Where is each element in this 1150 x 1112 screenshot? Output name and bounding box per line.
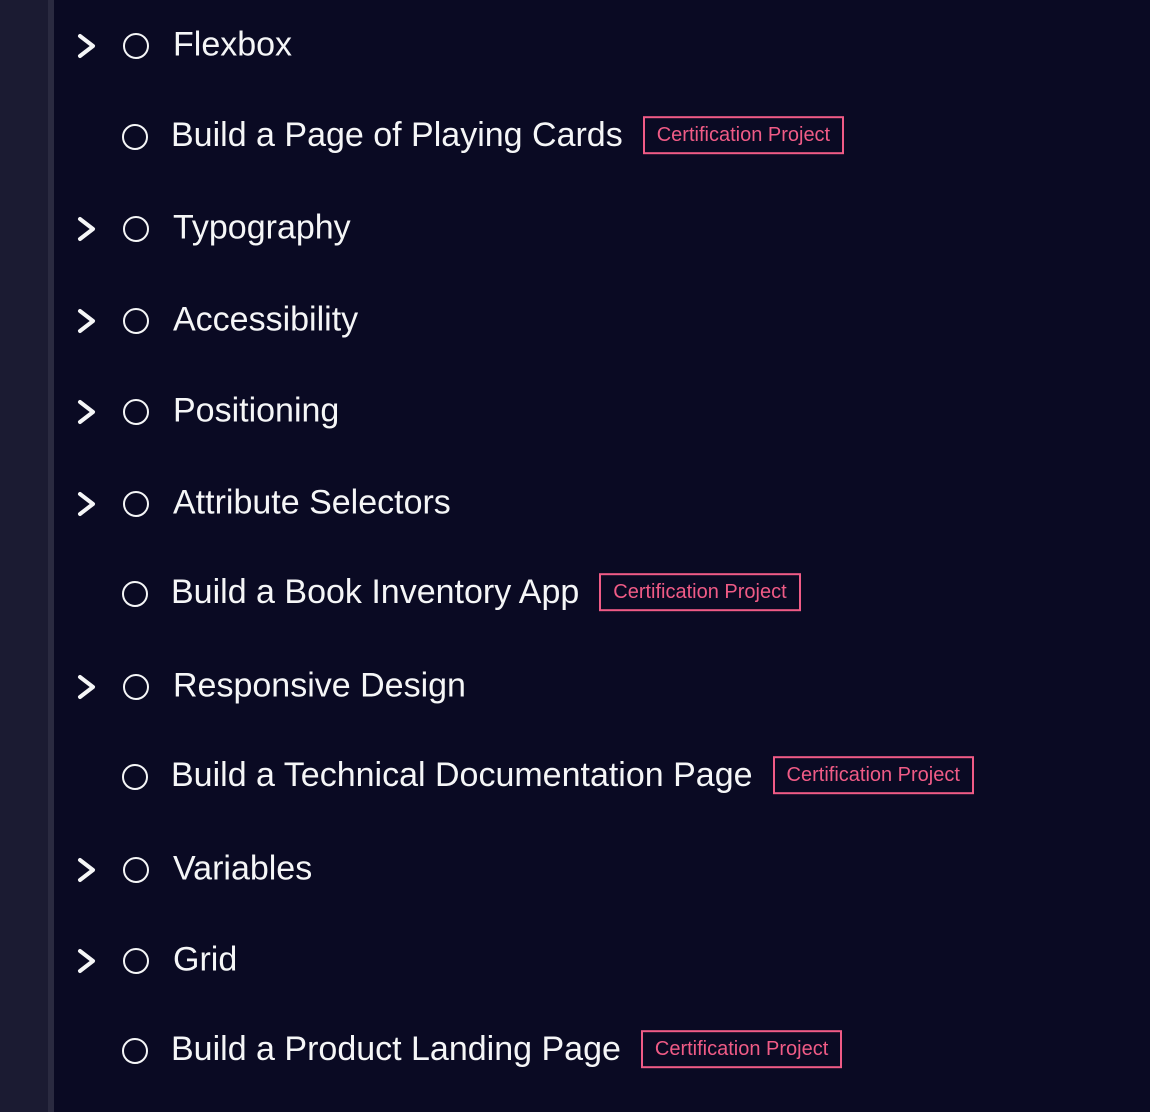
status-circle-icon — [122, 124, 148, 150]
left-gutter — [0, 0, 48, 1112]
chevron-right-icon[interactable] — [76, 33, 98, 59]
project-title[interactable] — [171, 1030, 842, 1070]
status-circle-icon — [123, 491, 149, 517]
status-circle-icon — [123, 216, 149, 242]
status-circle-icon — [123, 948, 149, 974]
module-row-grid[interactable] — [54, 915, 1150, 1007]
module-row-variables[interactable] — [54, 824, 1150, 916]
chevron-right-icon[interactable] — [76, 491, 98, 517]
project-title-text[interactable]: Build a Product Landing Page — [171, 1029, 621, 1068]
module-title[interactable]: Positioning — [173, 391, 340, 430]
status-circle-icon — [123, 399, 149, 425]
module-row-typography[interactable] — [54, 183, 1150, 275]
module-title[interactable]: Attribute Selectors — [173, 483, 451, 522]
module-title[interactable]: Accessibility — [173, 300, 359, 339]
project-title[interactable] — [171, 756, 974, 796]
module-row-flexbox[interactable] — [54, 0, 1150, 92]
project-title-text[interactable]: Build a Technical Documentation Page — [171, 755, 753, 794]
module-row-positioning[interactable] — [54, 366, 1150, 458]
status-circle-icon — [123, 857, 149, 883]
status-circle-icon — [123, 674, 149, 700]
project-title-text[interactable]: Build a Page of Playing Cards — [171, 115, 623, 154]
module-title[interactable]: Responsive Design — [173, 666, 466, 705]
chevron-right-icon[interactable] — [76, 308, 98, 334]
project-title[interactable] — [171, 116, 844, 156]
status-circle-icon — [122, 581, 148, 607]
module-title[interactable]: Grid — [173, 940, 238, 979]
project-row-playing-cards[interactable] — [54, 91, 1150, 183]
chevron-right-icon[interactable] — [76, 216, 98, 242]
module-title[interactable]: Typography — [173, 208, 351, 247]
status-circle-icon — [122, 764, 148, 790]
module-row-accessibility[interactable] — [54, 275, 1150, 367]
project-row-technical-documentation[interactable] — [54, 731, 1150, 823]
module-title[interactable]: Variables — [173, 849, 313, 888]
chevron-right-icon[interactable] — [76, 948, 98, 974]
chevron-right-icon[interactable] — [76, 674, 98, 700]
module-title[interactable]: Flexbox — [173, 25, 293, 64]
project-row-product-landing[interactable] — [54, 1005, 1150, 1097]
certification-badge: Certification Project — [641, 1030, 842, 1068]
status-circle-icon — [122, 1038, 148, 1064]
certification-badge: Certification Project — [599, 573, 800, 611]
chevron-right-icon[interactable] — [76, 399, 98, 425]
project-title[interactable] — [171, 573, 801, 613]
certification-badge: Certification Project — [773, 756, 974, 794]
status-circle-icon — [123, 308, 149, 334]
status-circle-icon — [123, 33, 149, 59]
module-row-attribute-selectors[interactable] — [54, 458, 1150, 550]
module-row-responsive-design[interactable] — [54, 641, 1150, 733]
curriculum-list — [54, 0, 1150, 1112]
project-title-text[interactable]: Build a Book Inventory App — [171, 572, 580, 611]
certification-badge: Certification Project — [643, 116, 844, 154]
chevron-right-icon[interactable] — [76, 857, 98, 883]
project-row-book-inventory[interactable] — [54, 548, 1150, 640]
